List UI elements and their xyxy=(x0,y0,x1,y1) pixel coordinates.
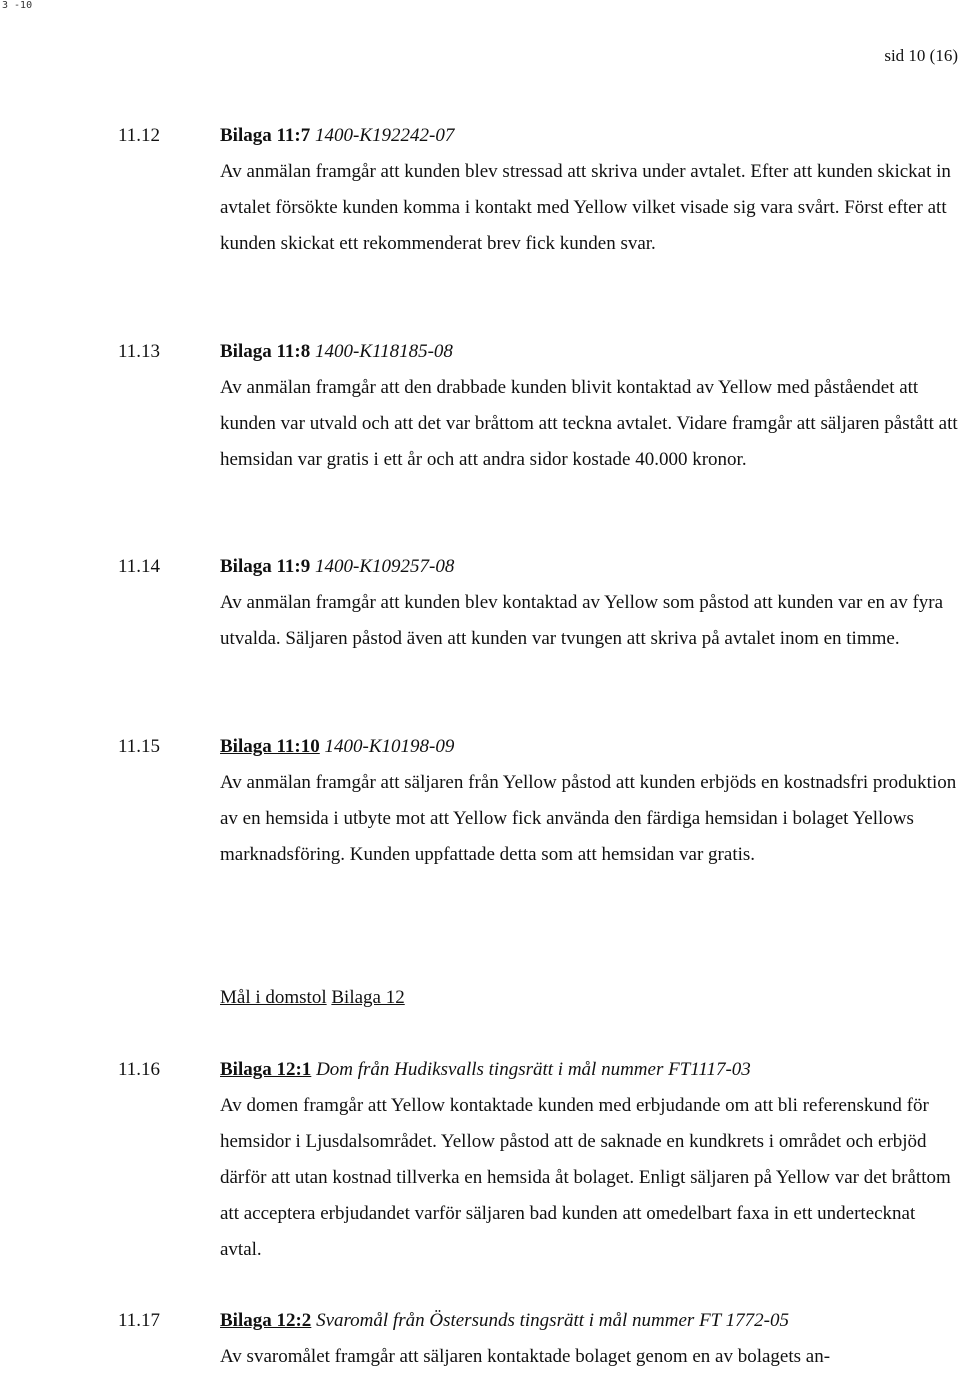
section-number: 11.12 xyxy=(118,125,161,146)
section-number: 11.14 xyxy=(118,556,161,577)
section-text: Av anmälan framgår att kunden blev stressad att skriva under avtalet. Efter att kunden skickat in avtalet försökte kunden komma i kontakt med Yellow vilket visade sig vara svårt. Först efter att kunden skickat ett rekommenderat brev fick kunden svar. xyxy=(220,161,951,254)
heading-part-1: Mål i domstol xyxy=(220,987,327,1008)
reference-number: 1400-K10198-09 xyxy=(324,736,455,757)
section-number: 11.15 xyxy=(118,736,161,757)
section-text: Av anmälan framgår att kunden blev kontaktad av Yellow som påstod att kunden var en av fyra utvalda. Säljaren påstod även att kunden var tvungen att skriva på avtalet inom en timme. xyxy=(220,592,944,649)
reference-number: 1400-K192242-07 xyxy=(315,125,455,146)
section-11-17 xyxy=(118,1303,958,1375)
section-11-14 xyxy=(118,549,958,657)
reference-number: 1400-K118185-08 xyxy=(315,341,453,362)
section-number: 11.13 xyxy=(118,341,161,362)
reference-number: Svaromål från Östersunds tingsrätt i mål nummer FT 1772-05 xyxy=(316,1310,789,1331)
section-text: Av domen framgår att Yellow kontaktade kunden med erbjudande om att bli referenskund för hemsidor i Ljusdalsområdet. Yellow påstod att de saknade en kundkrets i området och erbjöd därför att utan kostnad tillverka en hemsida åt bolaget. Enligt säljaren på Yellow var det bråttom att acceptera erbjudandet varför säljaren bad kunden att omedelbart faxa in ett undertecknat avtal. xyxy=(220,1095,951,1260)
bilaga-label: Bilaga 11:7 xyxy=(220,125,311,146)
section-heading xyxy=(220,334,958,370)
bilaga-label: Bilaga 11:8 xyxy=(220,341,311,362)
section-text: Av anmälan framgår att säljaren från Yellow påstod att kunden erbjöds en kostnadsfri produktion av en hemsida i utbyte mot att Yellow fick använda den färdiga hemsidan i bolaget Yellows marknadsföring. Kunden uppfattade detta som att hemsidan var gratis. xyxy=(220,772,957,865)
section-11-13 xyxy=(118,334,958,478)
section-number: 11.16 xyxy=(118,1059,161,1080)
corner-mark: 3 -10 xyxy=(2,0,33,11)
section-heading xyxy=(220,1052,958,1088)
heading-part-2: Bilaga 12 xyxy=(331,987,405,1008)
section-11-15 xyxy=(118,729,958,873)
bilaga-label: Bilaga 12:1 xyxy=(220,1059,312,1080)
reference-number: 1400-K109257-08 xyxy=(315,556,455,577)
reference-number: Dom från Hudiksvalls tingsrätt i mål nummer FT1117-03 xyxy=(316,1059,751,1080)
section-heading xyxy=(220,729,958,765)
section-11-12 xyxy=(118,118,958,262)
section-text: Av anmälan framgår att den drabbade kunden blivit kontaktad av Yellow med påståendet att kunden var utvald och att det var bråttom att teckna avtalet. Vidare framgår att säljaren påstått att hemsidan var gratis i ett år och att andra sidor kostade 40.000 kronor. xyxy=(220,377,958,470)
bilaga-label: Bilaga 12:2 xyxy=(220,1310,312,1331)
bilaga-label: Bilaga 11:9 xyxy=(220,556,311,577)
section-number: 11.17 xyxy=(118,1310,161,1331)
section-heading xyxy=(220,549,958,585)
page-number: sid 10 (16) xyxy=(884,46,958,65)
section-11-16 xyxy=(118,1052,958,1268)
bilaga-label: Bilaga 11:10 xyxy=(220,736,320,757)
chapter-heading xyxy=(220,980,405,1016)
section-text: Av svaromålet framgår att säljaren kontaktade bolaget genom en av bolagets an- xyxy=(220,1346,831,1367)
section-heading xyxy=(220,118,958,154)
section-heading xyxy=(220,1303,958,1339)
